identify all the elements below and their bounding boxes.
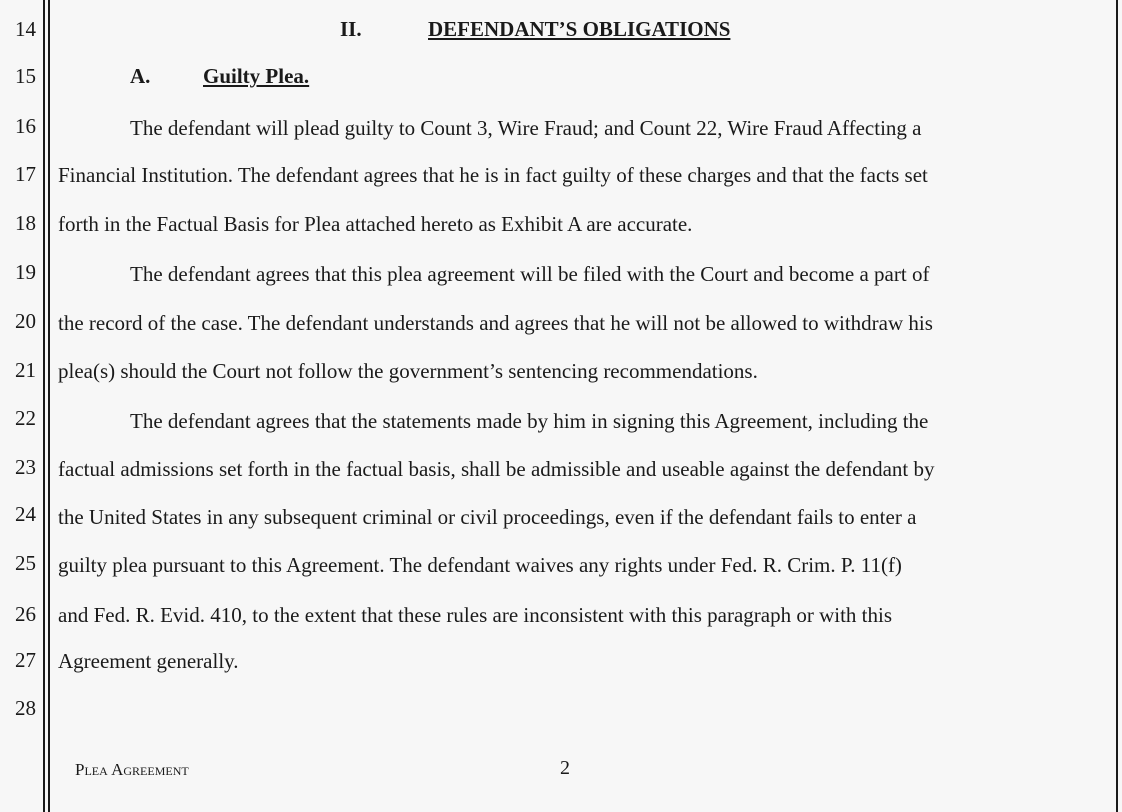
line-number: 28 bbox=[15, 696, 36, 720]
line-number: 26 bbox=[15, 602, 36, 626]
body-line: The defendant agrees that the statements made by him in signing this Agreement, including the bbox=[130, 409, 929, 433]
section-title: DEFENDANT’S OBLIGATIONS bbox=[428, 17, 731, 41]
body-line: factual admissions set forth in the factual basis, shall be admissible and useable against the defendant by bbox=[58, 457, 935, 481]
line-number: 23 bbox=[15, 455, 36, 479]
subsection-title: Guilty Plea. bbox=[203, 64, 310, 88]
page-number: 2 bbox=[560, 757, 570, 779]
line-number: 17 bbox=[15, 162, 36, 186]
body-line: the record of the case. The defendant understands and agrees that he will not be allowed to withdraw his bbox=[58, 311, 933, 335]
line-number: 21 bbox=[15, 358, 36, 382]
body-line: The defendant will plead guilty to Count 3, Wire Fraud; and Count 22, Wire Fraud Affecting a bbox=[130, 116, 922, 140]
body-line: the United States in any subsequent criminal or civil proceedings, even if the defendant fails to enter a bbox=[58, 505, 917, 529]
right-margin-rule bbox=[1116, 0, 1118, 812]
body-line: guilty plea pursuant to this Agreement. The defendant waives any rights under Fed. R. Crim. P. 11(f) bbox=[58, 553, 902, 577]
line-number: 16 bbox=[15, 114, 36, 138]
line-number: 22 bbox=[15, 406, 36, 430]
body-line: Agreement generally. bbox=[58, 649, 239, 673]
left-margin-rule-inner bbox=[48, 0, 50, 812]
body-line: plea(s) should the Court not follow the government’s sentencing recommendations. bbox=[58, 359, 758, 383]
line-number: 25 bbox=[15, 551, 36, 575]
line-number: 24 bbox=[15, 502, 36, 526]
body-line: forth in the Factual Basis for Plea attached hereto as Exhibit A are accurate. bbox=[58, 212, 693, 236]
line-number: 19 bbox=[15, 260, 36, 284]
body-line: Financial Institution. The defendant agrees that he is in fact guilty of these charges and that the facts set bbox=[58, 163, 928, 187]
line-number: 27 bbox=[15, 648, 36, 672]
left-margin-rule-outer bbox=[43, 0, 45, 812]
line-number: 15 bbox=[15, 64, 36, 88]
section-number: II. bbox=[340, 17, 362, 41]
body-line: and Fed. R. Evid. 410, to the extent that these rules are inconsistent with this paragraph or with this bbox=[58, 603, 893, 627]
line-number: 20 bbox=[15, 309, 36, 333]
subsection-letter: A. bbox=[130, 64, 151, 88]
footer-document-title: Plea Agreement bbox=[75, 760, 189, 779]
line-number: 14 bbox=[15, 17, 36, 41]
line-number: 18 bbox=[15, 211, 36, 235]
body-line: The defendant agrees that this plea agreement will be filed with the Court and become a part of bbox=[130, 262, 930, 286]
